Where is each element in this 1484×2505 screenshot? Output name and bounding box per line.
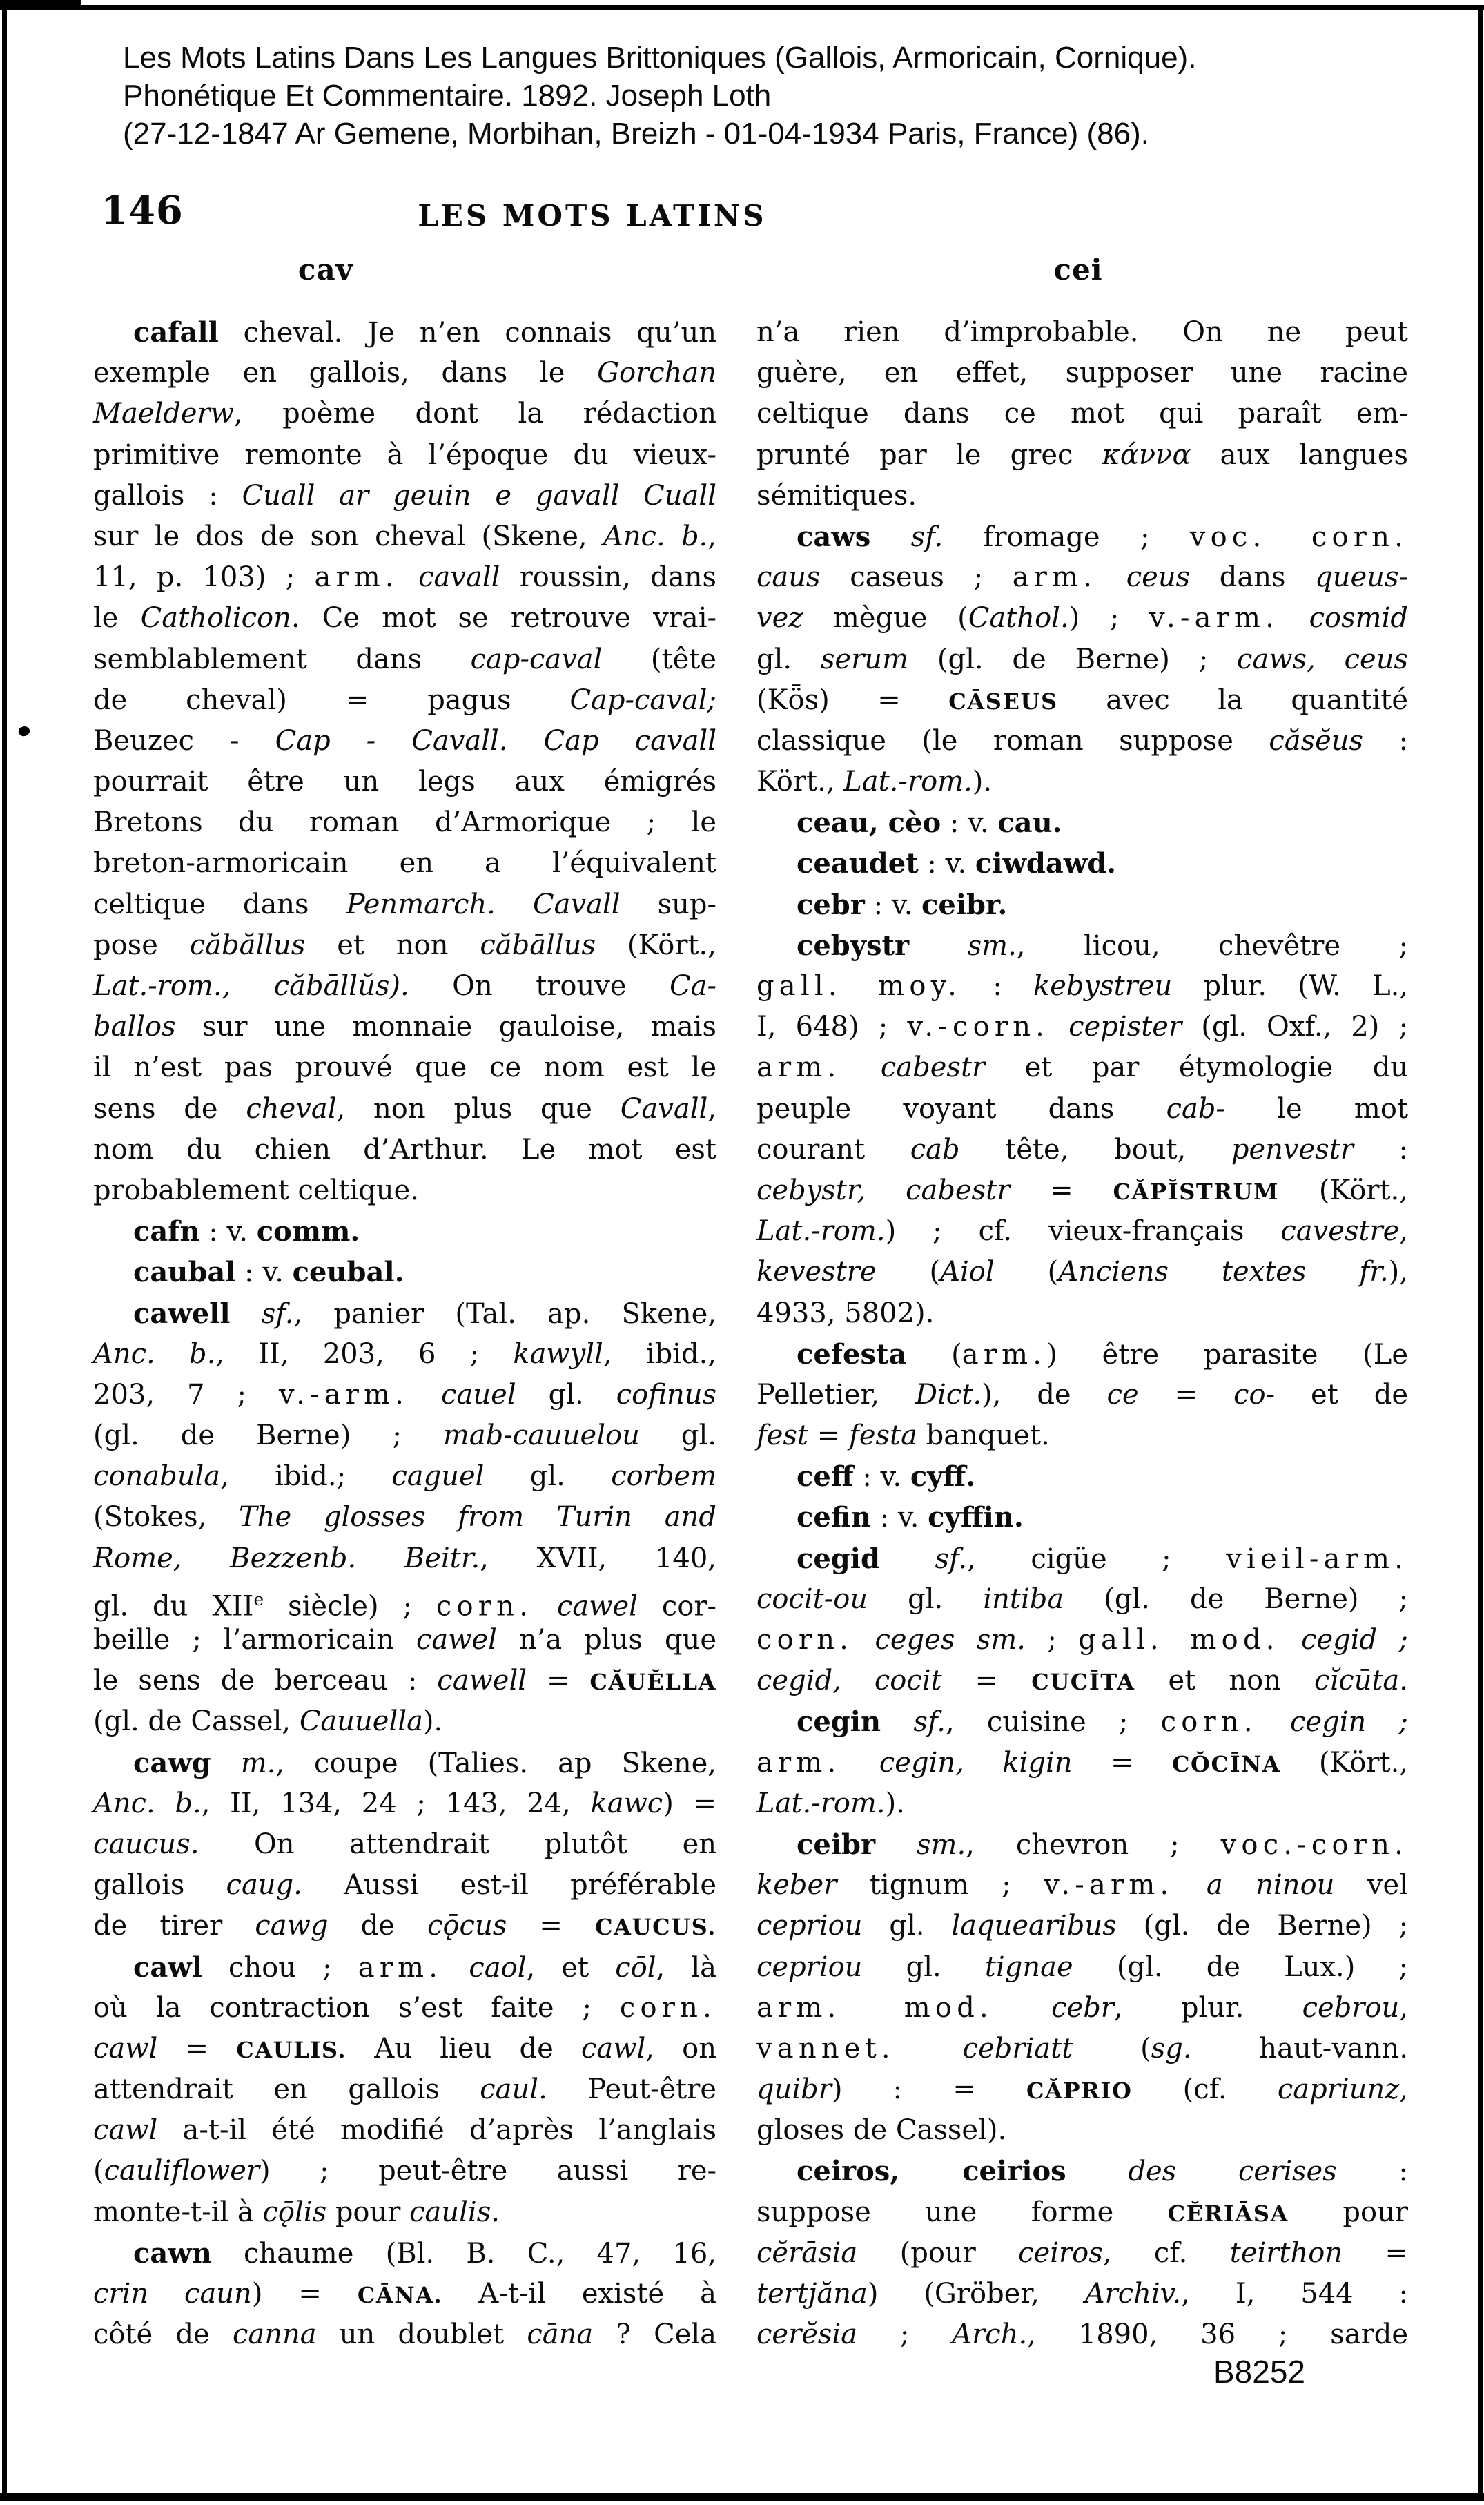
page-number: 146 xyxy=(101,188,184,233)
scan-border-right xyxy=(1478,5,1483,2499)
text-line: de tirer cawg de cǭcus = CAUCUS. xyxy=(93,1910,716,1942)
text-line: (Stokes, The glosses from Turin and xyxy=(93,1501,716,1534)
text-line: ballos sur une monnaie gauloise, mais xyxy=(93,1011,716,1043)
running-title: LES MOTS LATINS xyxy=(418,199,767,233)
text-line: courant cab tête, bout, penvestr : xyxy=(756,1133,1409,1166)
text-line: I, 648) ; v.-corn. cepister (gl. Oxf., 2) ; xyxy=(756,1011,1408,1043)
text-line: cegid sf., cigüe ; vieil-arm. xyxy=(797,1542,1408,1575)
text-line: breton-armoricain en a l’équivalent xyxy=(93,847,716,880)
text-line: nom du chien d’Arthur. Le mot est xyxy=(93,1133,716,1166)
column-keyword-right: cei xyxy=(1053,253,1103,287)
left-column xyxy=(93,312,716,2355)
text-line: conabula, ibid.; caguel gl. corbem xyxy=(93,1460,716,1493)
text-line: sens de cheval, non plus que Cavall, xyxy=(93,1092,716,1125)
column-keyword-left: cav xyxy=(297,253,354,287)
text-line: caws sf. fromage ; voc. corn. xyxy=(797,520,1409,553)
text-line: cefesta (arm.) être parasite (Le xyxy=(797,1337,1408,1371)
text-line: 11, p. 103) ; arm. cavall roussin, dans xyxy=(93,561,716,594)
text-line: Lat.-rom.) ; cf. vieux-français cavestre, xyxy=(756,1215,1408,1248)
caption-line-3: (27-12-1847 Ar Gemene, Morbihan, Breizh - 01-04-1934 Paris, France) (86). xyxy=(123,117,1149,151)
text-line: kevestre (Aiol (Anciens textes fr.), xyxy=(756,1256,1408,1288)
text-line: cepriou gl. laquearibus (gl. de Berne) ; xyxy=(756,1910,1409,1942)
text-line: (Kȫs) = CĀSEUS avec la quantité xyxy=(756,684,1408,716)
text-line: arm. cabestr et par étymologie du xyxy=(756,1052,1408,1084)
text-line: de cheval) = pagus Cap-caval; xyxy=(93,684,716,716)
text-line: prunté par le grec κάννα aux langues xyxy=(756,438,1408,471)
text-line: cawl = CAULIS. Au lieu de cawl, on xyxy=(93,2032,716,2064)
scan-caption xyxy=(123,39,1365,153)
text-line: (cauliflower) ; peut-être aussi re- xyxy=(93,2155,716,2187)
text-line: semblablement dans cap-caval (tête xyxy=(93,643,717,675)
text-line: ceaudet : v. ciwdawd. xyxy=(797,847,1117,880)
scan-border-left xyxy=(2,5,7,2499)
scan-border-top-corner xyxy=(0,0,81,10)
ink-blot xyxy=(17,724,31,737)
text-line: celtique dans Penmarch. Cavall sup- xyxy=(93,888,716,920)
text-line: cegin sf., cuisine ; corn. cegin ; xyxy=(797,1705,1408,1739)
text-line: (gl. de Cassel, Cauuella). xyxy=(93,1705,443,1738)
text-line: (gl. de Berne) ; mab-cauuelou gl. xyxy=(93,1420,716,1452)
text-line: le sens de berceau : cawell = CĂUĔLLA xyxy=(93,1665,716,1697)
text-line: cafall cheval. Je n’en connais qu’un xyxy=(133,316,716,349)
text-line: Rome, Bezzenb. Beitr., XVII, 140, xyxy=(93,1542,716,1574)
text-line: 4933, 5802). xyxy=(756,1297,935,1329)
text-line: classique (le roman suppose căsĕus : xyxy=(756,724,1408,757)
text-line: ceibr sm., chevron ; voc.-corn. xyxy=(797,1828,1409,1861)
text-line: ceau, cèo : v. cau. xyxy=(797,806,1062,840)
text-line: cepriou gl. tignae (gl. de Lux.) ; xyxy=(756,1951,1408,1983)
text-line: cawl chou ; arm. caol, et cōl, là xyxy=(133,1951,716,1984)
text-line: cĕrāsia (pour ceiros, cf. teirthon = xyxy=(756,2236,1409,2269)
right-column xyxy=(756,312,1408,2355)
text-line: beille ; l’armoricain cawel n’a plus que xyxy=(93,1624,716,1656)
scan-border-bottom xyxy=(0,2493,1484,2501)
text-line: crin caun) = CĀNA. A-t-il existé à xyxy=(93,2278,716,2310)
text-line: Beuzec - Cap - Cavall. Cap cavall xyxy=(93,724,717,757)
text-line: cegid, cocit = CUCĪTA et non cĭcūta. xyxy=(756,1665,1408,1697)
text-line: gallois caug. Aussi est-il préférable xyxy=(93,1869,716,1902)
text-line: Lat.-rom.). xyxy=(756,1787,905,1819)
text-line: cefin : v. cyffin. xyxy=(797,1501,1024,1534)
text-line: vannet. cebriatt (sg. haut-vann. xyxy=(756,2032,1409,2064)
text-line: gall. moy. : kebystreu plur. (W. L., xyxy=(756,970,1408,1002)
text-line: cawl a-t-il été modifié d’après l’anglais xyxy=(93,2114,716,2147)
text-line: cebystr sm., licou, chevêtre ; xyxy=(797,929,1409,962)
text-line: pose căbăllus et non căbāllus (Kört., xyxy=(93,929,716,961)
text-line: arm. cegin, kigin = CŎCĪNA (Kört., xyxy=(756,1746,1409,1779)
text-line: Anc. b., II, 203, 6 ; kawyll, ibid., xyxy=(93,1337,717,1370)
text-line: arm. mod. cebr, plur. cebrou, xyxy=(756,1991,1408,2024)
text-line: gallois : Cuall ar geuin e gavall Cuall xyxy=(93,479,716,512)
text-line: Maelderw, poème dont la rédaction xyxy=(93,398,716,430)
text-line: exemple en gallois, dans le Gorchan xyxy=(93,357,716,389)
text-line: sémitiques. xyxy=(756,479,917,512)
text-line: 203, 7 ; v.-arm. cauel gl. cofinus xyxy=(93,1378,716,1411)
text-line: il n’est pas prouvé que ce nom est le xyxy=(93,1052,716,1084)
caption-line-2: Phonétique Et Commentaire. 1892. Joseph Loth xyxy=(123,79,772,113)
text-line: gloses de Cassel). xyxy=(756,2114,1007,2147)
text-line: cafn : v. comm. xyxy=(133,1215,360,1248)
text-line: côté de canna un doublet cāna ? Cela xyxy=(93,2319,717,2351)
text-line: Anc. b., II, 134, 24 ; 143, 24, kawc) = xyxy=(93,1787,716,1819)
text-line: où la contraction s’est faite ; corn. xyxy=(93,1991,716,2024)
text-line: sur le dos de son cheval (Skene, Anc. b., xyxy=(93,520,716,552)
text-line: cebr : v. ceibr. xyxy=(797,888,1008,921)
text-line: keber tignum ; v.-arm. a ninou vel xyxy=(756,1869,1408,1902)
text-line: Lat.-rom., căbāllŭs). On trouve Ca- xyxy=(93,970,716,1002)
text-line: cerĕsia ; Arch., 1890, 36 ; sarde xyxy=(756,2319,1409,2351)
text-line: cawg m., coupe (Talies. ap Skene, xyxy=(133,1746,716,1779)
text-line: gl. du XIIe siècle) ; corn. cawel cor- xyxy=(93,1589,716,1623)
text-line: tertjăna) (Gröber, Archiv., I, 544 : xyxy=(756,2278,1408,2310)
text-line: fest = festa banquet. xyxy=(756,1420,1050,1452)
text-line: celtique dans ce mot qui paraît em- xyxy=(756,398,1408,430)
catalog-code: B8252 xyxy=(1213,2354,1306,2390)
text-line: cawell sf., panier (Tal. ap. Skene, xyxy=(133,1297,716,1330)
text-line: ceff : v. cyff. xyxy=(797,1460,976,1493)
text-line: pourrait être un legs aux émigrés xyxy=(93,766,716,798)
text-line: Bretons du roman d’Armorique ; le xyxy=(93,806,716,839)
text-line: le Catholicon. Ce mot se retrouve vrai- xyxy=(93,602,717,635)
text-line: caus caseus ; arm. ceus dans queus- xyxy=(756,561,1409,594)
text-line: gl. serum (gl. de Berne) ; caws, ceus xyxy=(756,643,1409,675)
text-line: Kört., Lat.-rom.). xyxy=(756,766,993,798)
caption-line-1: Les Mots Latins Dans Les Langues Brittoniques (Gallois, Armoricain, Cornique). xyxy=(123,41,1197,75)
text-line: guère, en effet, supposer une racine xyxy=(756,357,1408,389)
text-line: corn. ceges sm. ; gall. mod. cegid ; xyxy=(756,1624,1409,1656)
text-line: Pelletier, Dict.), de ce = co- et de xyxy=(756,1378,1409,1411)
text-line: quibr) : = CĂPRIO (cf. capriunz, xyxy=(756,2073,1408,2106)
text-line: probablement celtique. xyxy=(93,1174,419,1206)
scan-border-top xyxy=(0,5,1484,10)
text-line: caucus. On attendrait plutôt en xyxy=(93,1828,716,1860)
text-line: attendrait en gallois caul. Peut-être xyxy=(93,2073,716,2106)
text-line: n’a rien d’improbable. On ne peut xyxy=(756,316,1408,348)
text-line: vez mègue (Cathol.) ; v.-arm. cosmid xyxy=(756,602,1408,635)
text-line: caubal : v. ceubal. xyxy=(133,1256,404,1289)
text-line: ceiros, ceirios des cerises : xyxy=(797,2155,1408,2188)
text-line: cocit-ou gl. intiba (gl. de Berne) ; xyxy=(756,1583,1409,1615)
text-line: suppose une forme CĔRIĀSA pour xyxy=(756,2196,1408,2228)
text-line: primitive remonte à l’époque du vieux- xyxy=(93,438,716,471)
text-line: cawn chaume (Bl. B. C., 47, 16, xyxy=(133,2236,716,2270)
text-line: peuple voyant dans cab- le mot xyxy=(756,1092,1408,1125)
text-line: monte-t-il à cǭlis pour caulis. xyxy=(93,2196,500,2228)
text-line: cebystr, cabestr = CĂPĬSTRUM (Kört., xyxy=(756,1174,1408,1206)
